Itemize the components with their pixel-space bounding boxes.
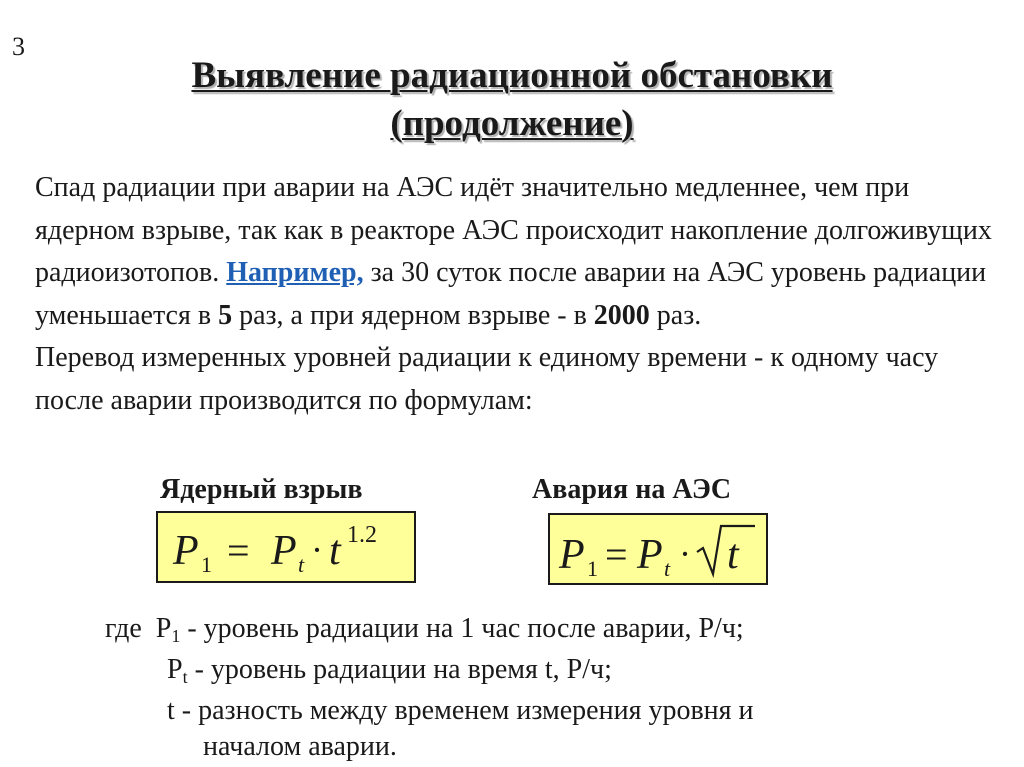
nuclear-exponent: 1.2 xyxy=(347,522,377,548)
body-text xyxy=(13,167,1013,422)
legend-p1-subscript: 1 xyxy=(171,626,181,646)
example-link[interactable]: Например, xyxy=(226,257,364,288)
paragraph-conversion: Перевод измеренных уровней радиации к единому времени - к одному часу после аварии производится по формулам: xyxy=(35,342,939,416)
nuclear-equals-sign: = xyxy=(227,528,250,573)
nuclear-formula xyxy=(161,514,411,580)
aes-rhs-subscript: t xyxy=(664,556,671,581)
slide-title-line1: Выявление радиационной обстановки xyxy=(191,55,833,96)
nuclear-lhs-symbol: P xyxy=(173,528,199,574)
value-nuclear-factor: 2000 xyxy=(593,299,650,331)
paragraph-decay xyxy=(13,167,1013,337)
aes-t-variable: t xyxy=(727,532,739,578)
aes-lhs-symbol: P xyxy=(559,532,585,578)
aes-sqrt-sign xyxy=(697,526,755,574)
nuclear-rhs-symbol: P xyxy=(271,528,297,574)
legend-where-word: где xyxy=(105,613,142,644)
legend-pt-subscript: t xyxy=(182,667,188,687)
slide-title xyxy=(0,52,1024,148)
legend-pt-symbol: P xyxy=(167,654,183,685)
paragraph-decay-text-b: за 30 суток после аварии на АЭС уровень радиации уменьшается в xyxy=(35,257,987,331)
aes-formula xyxy=(551,516,765,582)
paragraph-decay-text-a: Спад радиации при аварии на АЭС идёт значительно медленнее, чем при ядерном взрыве, так как в реакторе АЭС происходит накопление долгоживущих радиоизотопов. xyxy=(35,172,992,288)
slide-number: 3 xyxy=(12,32,25,61)
paragraph-decay-text-c: раз, а при ядерном взрыве - в xyxy=(232,299,594,331)
paragraph-decay-text-d: раз. xyxy=(649,299,702,331)
legend-pt-description: - уровень радиации на время t, Р/ч; xyxy=(187,654,612,685)
aes-rhs-symbol: P xyxy=(637,532,663,578)
aes-formula-label: Авария на АЭС xyxy=(532,474,732,505)
legend-t-line: t - разность между временем измерения уровня и xyxy=(167,695,754,726)
nuclear-t-variable: t xyxy=(329,528,341,574)
nuclear-rhs-subscript: t xyxy=(298,552,305,577)
legend-t-line2: началом аварии. xyxy=(203,731,397,762)
aes-dot-operator: · xyxy=(679,534,691,574)
slide-title-line2: (продолжение) xyxy=(390,103,634,144)
legend-p1-description: - уровень радиации на 1 час после аварии, Р/ч; xyxy=(180,613,744,644)
nuclear-formula-label: Ядерный взрыв xyxy=(160,474,363,505)
aes-equals-sign: = xyxy=(605,532,628,577)
legend-p1-symbol: P xyxy=(155,613,172,644)
value-aes-factor: 5 xyxy=(218,299,233,331)
aes-formula-box xyxy=(548,513,768,585)
aes-lhs-subscript: 1 xyxy=(587,556,598,581)
nuclear-dot-operator: · xyxy=(311,530,323,570)
nuclear-lhs-subscript: 1 xyxy=(201,552,212,577)
nuclear-formula-box xyxy=(156,511,416,583)
